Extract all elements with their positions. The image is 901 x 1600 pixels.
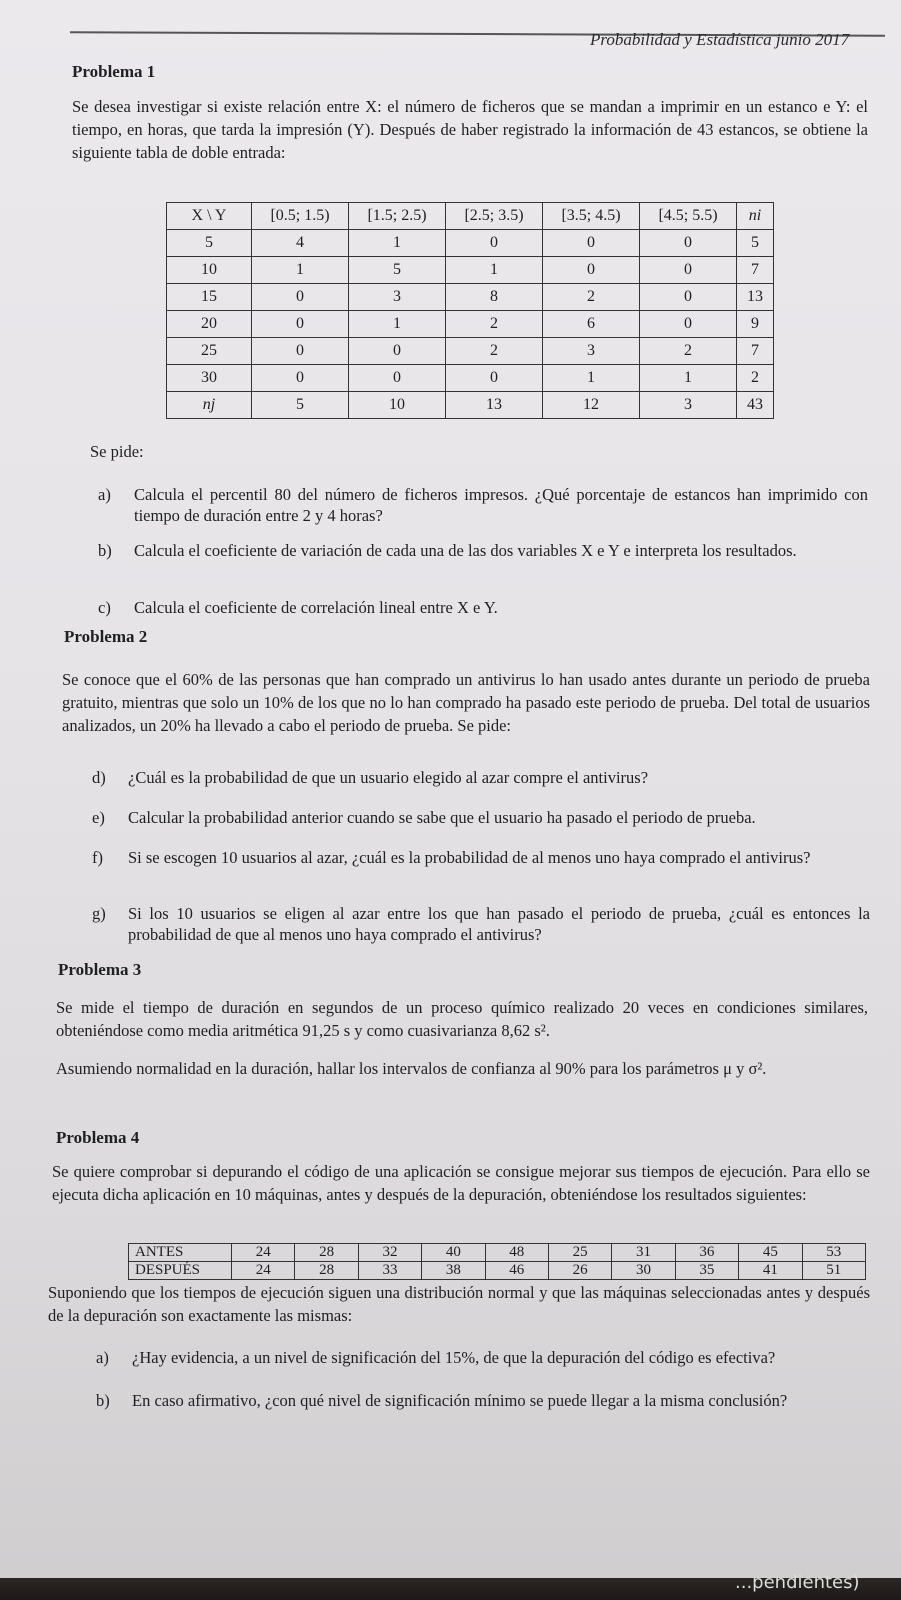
antes-cell: 31 [612,1244,675,1262]
table-cell: 3 [640,392,737,419]
table-row [167,257,774,284]
despues-cell: 33 [358,1262,421,1280]
antes-cell: 45 [739,1244,802,1262]
table-row-header: 20 [167,311,252,338]
table-cell: 7 [737,257,774,284]
before-after-table [128,1243,866,1280]
question-4b [96,1390,872,1414]
table-cell: 5 [349,257,446,284]
table-cell: 1 [543,365,640,392]
table-cell: 43 [737,392,774,419]
question-text: En caso afirmativo, ¿con qué nivel de significación mínimo se puede llegar a la misma conclusión? [132,1391,788,1410]
despues-cell: 51 [802,1262,865,1280]
antes-cell: 48 [485,1244,548,1262]
table-row [167,392,774,419]
table-row-header: 30 [167,365,252,392]
table-cell: 2 [446,311,543,338]
table-cell: 1 [349,311,446,338]
table-cell: 13 [737,284,774,311]
question-text: Calcular la probabilidad anterior cuando se sabe que el usuario ha pasado el periodo de prueba. [128,808,756,827]
problem-2-intro: Se conoce que el 60% de las personas que han comprado un antivirus lo han usado antes durante un periodo de prueba gratuito, mientras que solo un 10% de los que no lo han comprado ha pasado este periodo de prueba. Del total de usuarios analizados, un 20% ha llevado a cabo el periodo de prueba. Se pide: [62,670,870,735]
antes-label: ANTES [129,1244,232,1262]
table-row [167,365,774,392]
table-cell: 1 [349,230,446,257]
table-row-header: 25 [167,338,252,365]
question-text: ¿Cuál es la probabilidad de que un usuario elegido al azar compre el antivirus? [128,768,649,787]
antes-cell: 36 [675,1244,738,1262]
question-text: Si se escogen 10 usuarios al azar, ¿cuál es la probabilidad de al menos uno haya comprado el antivirus? [128,848,811,867]
frequency-table [166,202,774,419]
question-c [98,597,868,621]
question-a [98,484,868,528]
table-cell: 9 [737,311,774,338]
table-row-header: 5 [167,230,252,257]
question-label: c) [98,598,111,617]
table-cell: 0 [252,365,349,392]
question-f [92,847,870,891]
antes-cell: 24 [232,1244,295,1262]
despues-row [129,1262,866,1280]
despues-cell: 38 [422,1262,485,1280]
table-col-header: [3.5; 4.5) [543,203,640,230]
antes-cell: 32 [358,1244,421,1262]
problem-1-title: Problema 1 [72,62,156,81]
table-cell: 0 [252,338,349,365]
table-cell: 2 [737,365,774,392]
table-cell: 10 [349,392,446,419]
table-cell: 3 [349,284,446,311]
table-row [167,338,774,365]
table-cell: 2 [640,338,737,365]
question-text: Calcula el coeficiente de variación de cada una de las dos variables X e Y e interpreta los resultados. [134,541,797,560]
table-cell: 0 [640,311,737,338]
antes-row [129,1244,866,1262]
table-cell: 0 [446,230,543,257]
table-cell: 4 [252,230,349,257]
question-text: ¿Hay evidencia, a un nivel de significación del 15%, de que la depuración del código es efectiva? [132,1348,776,1367]
problem-3-intro2: Asumiendo normalidad en la duración, hallar los intervalos de confianza al 90% para los parámetros μ y σ². [56,1059,767,1078]
table-cell: 0 [640,284,737,311]
question-e [92,807,870,831]
table-cell: 1 [446,257,543,284]
despues-cell: 41 [739,1262,802,1280]
table-cell: 0 [252,311,349,338]
problem-3-title: Problema 3 [58,960,142,979]
problem-4-title: Problema 4 [56,1128,140,1147]
question-text: Calcula el percentil 80 del número de ficheros impresos. ¿Qué porcentaje de estancos han imprimido con tiempo de duración entre 2 y 4 horas? [134,485,868,525]
table-cell: 2 [446,338,543,365]
table-cell: 1 [640,365,737,392]
antes-cell: 53 [802,1244,865,1262]
table-cell: 5 [252,392,349,419]
despues-cell: 35 [675,1262,738,1280]
table-col-header: ni [737,203,774,230]
question-text: Si los 10 usuarios se eligen al azar entre los que han pasado el periodo de prueba, ¿cuál es entonces la probabilidad de que al menos uno haya comprado el antivirus? [128,904,870,944]
se-pide-label: Se pide: [90,442,144,461]
question-b [98,540,868,584]
despues-cell: 24 [232,1262,295,1280]
question-g [92,903,870,947]
table-cell: 12 [543,392,640,419]
question-label: b) [98,541,112,560]
table-row-header: 10 [167,257,252,284]
table-cell: 1 [252,257,349,284]
question-text: Calcula el coeficiente de correlación lineal entre X e Y. [134,598,498,617]
table-cell: 0 [446,365,543,392]
despues-cell: 26 [548,1262,611,1280]
despues-label: DESPUÉS [129,1262,232,1280]
table-cell: 0 [543,230,640,257]
partial-tag-text: ...pendientes) [735,1572,860,1593]
question-label: b) [96,1391,110,1410]
table-row [167,284,774,311]
table-cell: 7 [737,338,774,365]
table-cell: 6 [543,311,640,338]
problem-4-assumption: Suponiendo que los tiempos de ejecución siguen una distribución normal y que las máquinas seleccionadas antes y después de la depuración son exactamente las mismas: [48,1283,870,1325]
question-label: d) [92,768,106,787]
problem-2-title: Problema 2 [64,627,148,646]
despues-cell: 28 [295,1262,358,1280]
antes-cell: 28 [295,1244,358,1262]
question-label: a) [98,485,111,504]
question-4a [96,1347,872,1371]
despues-cell: 46 [485,1262,548,1280]
table-cell: 0 [640,257,737,284]
question-label: g) [92,904,106,923]
table-cell: 0 [349,338,446,365]
problem-1-intro: Se desea investigar si existe relación entre X: el número de ficheros que se mandan a imprimir en un estanco e Y: el tiempo, en horas, que tarda la impresión (Y). Después de haber registrado la información de 43 estancos, se obtiene la siguiente tabla de doble entrada: [72,97,868,162]
question-d [92,767,870,791]
table-col-header: [2.5; 3.5) [446,203,543,230]
table-cell: 0 [640,230,737,257]
antes-cell: 25 [548,1244,611,1262]
table-cell: 0 [543,257,640,284]
table-row-header: 15 [167,284,252,311]
table-cell: 0 [252,284,349,311]
table-col-header: [4.5; 5.5) [640,203,737,230]
table-cell: 2 [543,284,640,311]
table-cell: 3 [543,338,640,365]
table-header-row [167,203,774,230]
table-row [167,230,774,257]
table-row-header: nj [167,392,252,419]
question-label: a) [96,1348,109,1367]
antes-cell: 40 [422,1244,485,1262]
exam-header: Probabilidad y Estadística junio 2017 [590,30,850,49]
table-col-header: [0.5; 1.5) [252,203,349,230]
question-label: e) [92,808,105,827]
table-cell: 13 [446,392,543,419]
problem-3-intro: Se mide el tiempo de duración en segundos de un proceso químico realizado 20 veces en condiciones similares, obteniéndose como media aritmética 91,25 s y como cuasivarianza 8,62 s². [56,998,868,1040]
table-row [167,311,774,338]
table-cell: 8 [446,284,543,311]
table-cell: 0 [349,365,446,392]
table-corner: X \ Y [167,203,252,230]
table-col-header: [1.5; 2.5) [349,203,446,230]
problem-4-intro: Se quiere comprobar si depurando el código de una aplicación se consigue mejorar sus tiempos de ejecución. Para ello se ejecuta dicha aplicación en 10 máquinas, antes y después de la depuración, obteniéndose los resultados siguientes: [52,1162,870,1204]
despues-cell: 30 [612,1262,675,1280]
table-cell: 5 [737,230,774,257]
question-label: f) [92,848,103,867]
